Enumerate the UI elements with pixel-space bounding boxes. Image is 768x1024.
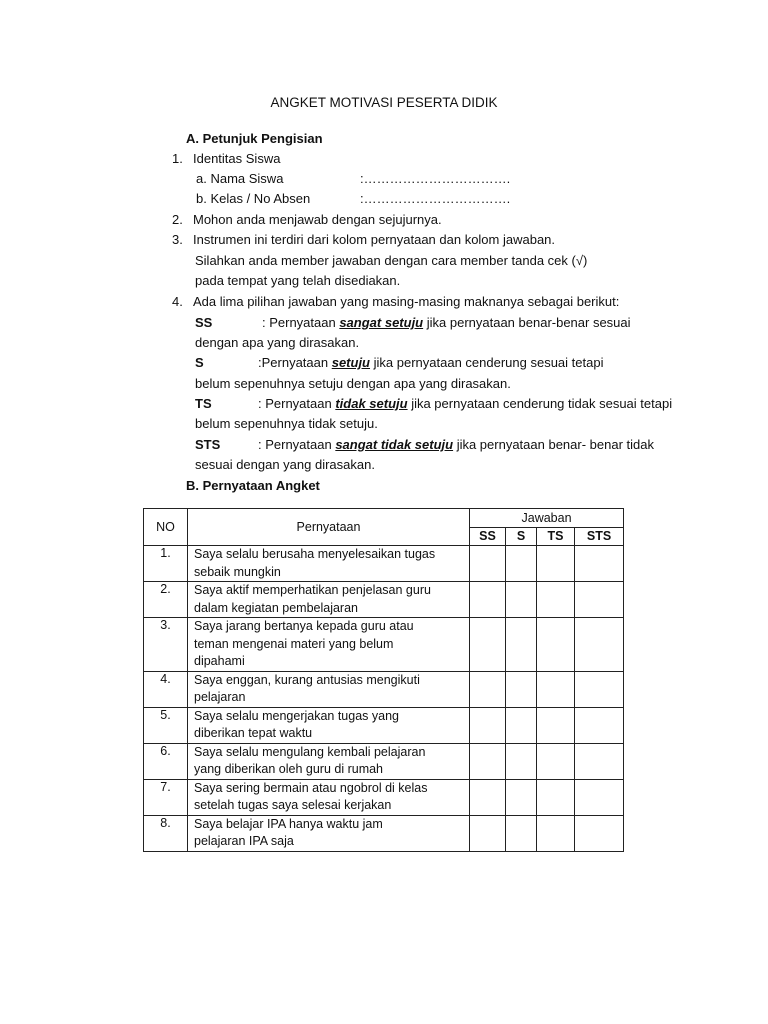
nama-siswa-field[interactable]: :……………………………. [360, 171, 511, 186]
sts-code: STS [195, 437, 221, 452]
questionnaire-table [143, 508, 624, 852]
answer-cell-s[interactable] [506, 707, 537, 743]
statement-line: yang diberikan oleh guru di rumah [194, 762, 384, 776]
row-statement [188, 707, 470, 743]
answer-cell-sts[interactable] [575, 618, 624, 672]
answer-cell-ts[interactable] [537, 546, 575, 582]
answer-cell-ts[interactable] [537, 743, 575, 779]
answer-cell-ts[interactable] [537, 707, 575, 743]
answer-cell-sts[interactable] [575, 815, 624, 851]
row-statement [188, 743, 470, 779]
nama-siswa-label: a. Nama Siswa [196, 171, 284, 186]
item-1-number: 1. [172, 151, 183, 166]
statement-line: Saya belajar IPA hanya waktu jam [194, 816, 383, 831]
statement-line: dipahami [194, 654, 245, 668]
statement-line: teman mengenai materi yang belum [194, 636, 394, 651]
item-3-line-2: Silahkan anda member jawaban dengan cara member tanda cek (√) [195, 253, 588, 268]
ss-post: jika pernyataan benar-benar sesuai [423, 315, 631, 330]
row-number: 8. [144, 815, 188, 851]
sts-line-2: sesuai dengan yang dirasakan. [195, 457, 375, 472]
row-number: 7. [144, 779, 188, 815]
table-row [144, 779, 624, 815]
answer-cell-ss[interactable] [470, 779, 506, 815]
answer-cell-sts[interactable] [575, 743, 624, 779]
row-number: 1. [144, 546, 188, 582]
item-3-number: 3. [172, 232, 183, 247]
sts-definition [258, 436, 654, 453]
answer-cell-ss[interactable] [470, 671, 506, 707]
page-title: ANGKET MOTIVASI PESERTA DIDIK [270, 95, 498, 110]
answer-cell-sts[interactable] [575, 546, 624, 582]
row-number: 2. [144, 582, 188, 618]
row-statement [188, 779, 470, 815]
table-row [144, 546, 624, 582]
statement-line: Saya selalu mengerjakan tugas yang [194, 708, 399, 723]
table-row [144, 671, 624, 707]
answer-cell-sts[interactable] [575, 582, 624, 618]
statement-line: Saya sering bermain atau ngobrol di kelas [194, 780, 428, 795]
row-number: 5. [144, 707, 188, 743]
s-code: S [195, 355, 204, 370]
sts-pre: : Pernyataan [258, 437, 336, 452]
header-no: NO [144, 509, 188, 546]
section-b-heading: B. Pernyataan Angket [186, 478, 320, 493]
answer-cell-s[interactable] [506, 779, 537, 815]
header-option-sts: STS [575, 527, 624, 546]
answer-cell-s[interactable] [506, 743, 537, 779]
header-answer: Jawaban [470, 509, 624, 528]
answer-cell-ss[interactable] [470, 546, 506, 582]
answer-cell-ss[interactable] [470, 815, 506, 851]
statement-line: sebaik mungkin [194, 564, 281, 579]
statement-line: diberikan tepat waktu [194, 726, 313, 740]
statement-line: setelah tugas saya selesai kerjakan [194, 798, 392, 812]
table-row [144, 582, 624, 618]
answer-cell-ts[interactable] [537, 671, 575, 707]
answer-cell-s[interactable] [506, 618, 537, 672]
answer-cell-ts[interactable] [537, 618, 575, 672]
statement-line: pelajaran [194, 690, 246, 704]
answer-cell-ts[interactable] [537, 779, 575, 815]
table-row [144, 743, 624, 779]
table-row [144, 815, 624, 851]
header-option-ss: SS [470, 527, 506, 546]
statement-line: Saya aktif memperhatikan penjelasan guru [194, 583, 431, 597]
s-emph: setuju [331, 355, 371, 370]
row-number: 4. [144, 671, 188, 707]
ts-code: TS [195, 396, 212, 411]
statement-line: Saya selalu berusaha menyelesaikan tugas [194, 547, 436, 561]
ts-post: jika pernyataan cenderung tidak sesuai tetapi [407, 396, 673, 411]
s-post: jika pernyataan cenderung sesuai tetapi [370, 355, 604, 370]
row-statement [188, 582, 470, 618]
row-number: 6. [144, 743, 188, 779]
s-definition [258, 354, 603, 371]
row-number: 3. [144, 618, 188, 672]
statement-line: dalam kegiatan pembelajaran [194, 600, 358, 615]
ss-code: SS [195, 315, 213, 330]
item-3-line-3: pada tempat yang telah disediakan. [195, 273, 401, 288]
item-4-text: Ada lima pilihan jawaban yang masing-masing maknanya sebagai berikut: [193, 294, 620, 309]
item-2-text: Mohon anda menjawab dengan sejujurnya. [193, 212, 442, 227]
sts-emph: sangat tidak setuju [335, 437, 454, 452]
row-statement [188, 815, 470, 851]
answer-cell-sts[interactable] [575, 707, 624, 743]
answer-cell-ss[interactable] [470, 707, 506, 743]
item-1-text: Identitas Siswa [193, 151, 281, 166]
s-pre: :Pernyataan [258, 355, 332, 370]
ts-emph: tidak setuju [335, 396, 408, 411]
sts-post: jika pernyataan benar- benar tidak [453, 437, 654, 452]
kelas-absen-label: b. Kelas / No Absen [196, 191, 311, 206]
table-row [144, 618, 624, 672]
ss-pre: : Pernyataan [262, 315, 340, 330]
item-2-number: 2. [172, 212, 183, 227]
ts-definition [258, 395, 672, 412]
table-row [144, 707, 624, 743]
section-a-heading: A. Petunjuk Pengisian [186, 131, 323, 146]
item-4-number: 4. [172, 294, 183, 309]
ss-line-2: dengan apa yang dirasakan. [195, 335, 360, 350]
item-3-line-1: Instrumen ini terdiri dari kolom pernyataan dan kolom jawaban. [193, 232, 556, 247]
statement-line: Saya selalu mengulang kembali pelajaran [194, 744, 426, 759]
answer-cell-s[interactable] [506, 671, 537, 707]
row-statement [188, 546, 470, 582]
ts-line-2: belum sepenuhnya tidak setuju. [195, 416, 378, 431]
header-option-s: S [506, 527, 537, 546]
statement-line: Saya enggan, kurang antusias mengikuti [194, 672, 420, 687]
answer-cell-ss[interactable] [470, 743, 506, 779]
answer-cell-ss[interactable] [470, 618, 506, 672]
s-line-2: belum sepenuhnya setuju dengan apa yang dirasakan. [195, 376, 511, 391]
header-statement: Pernyataan [188, 509, 470, 546]
answer-cell-ts[interactable] [537, 582, 575, 618]
row-statement [188, 618, 470, 672]
answer-cell-ts[interactable] [537, 815, 575, 851]
ts-pre: : Pernyataan [258, 396, 336, 411]
answer-cell-s[interactable] [506, 815, 537, 851]
statement-line: Saya jarang bertanya kepada guru atau [194, 619, 414, 633]
ss-emph: sangat setuju [339, 315, 424, 330]
kelas-absen-field[interactable]: :……………………………. [360, 191, 511, 206]
answer-cell-s[interactable] [506, 546, 537, 582]
answer-cell-ss[interactable] [470, 582, 506, 618]
ss-definition [262, 314, 631, 331]
row-statement [188, 671, 470, 707]
statement-line: pelajaran IPA saja [194, 834, 294, 848]
answer-cell-sts[interactable] [575, 671, 624, 707]
answer-cell-s[interactable] [506, 582, 537, 618]
answer-cell-sts[interactable] [575, 779, 624, 815]
header-option-ts: TS [537, 527, 575, 546]
